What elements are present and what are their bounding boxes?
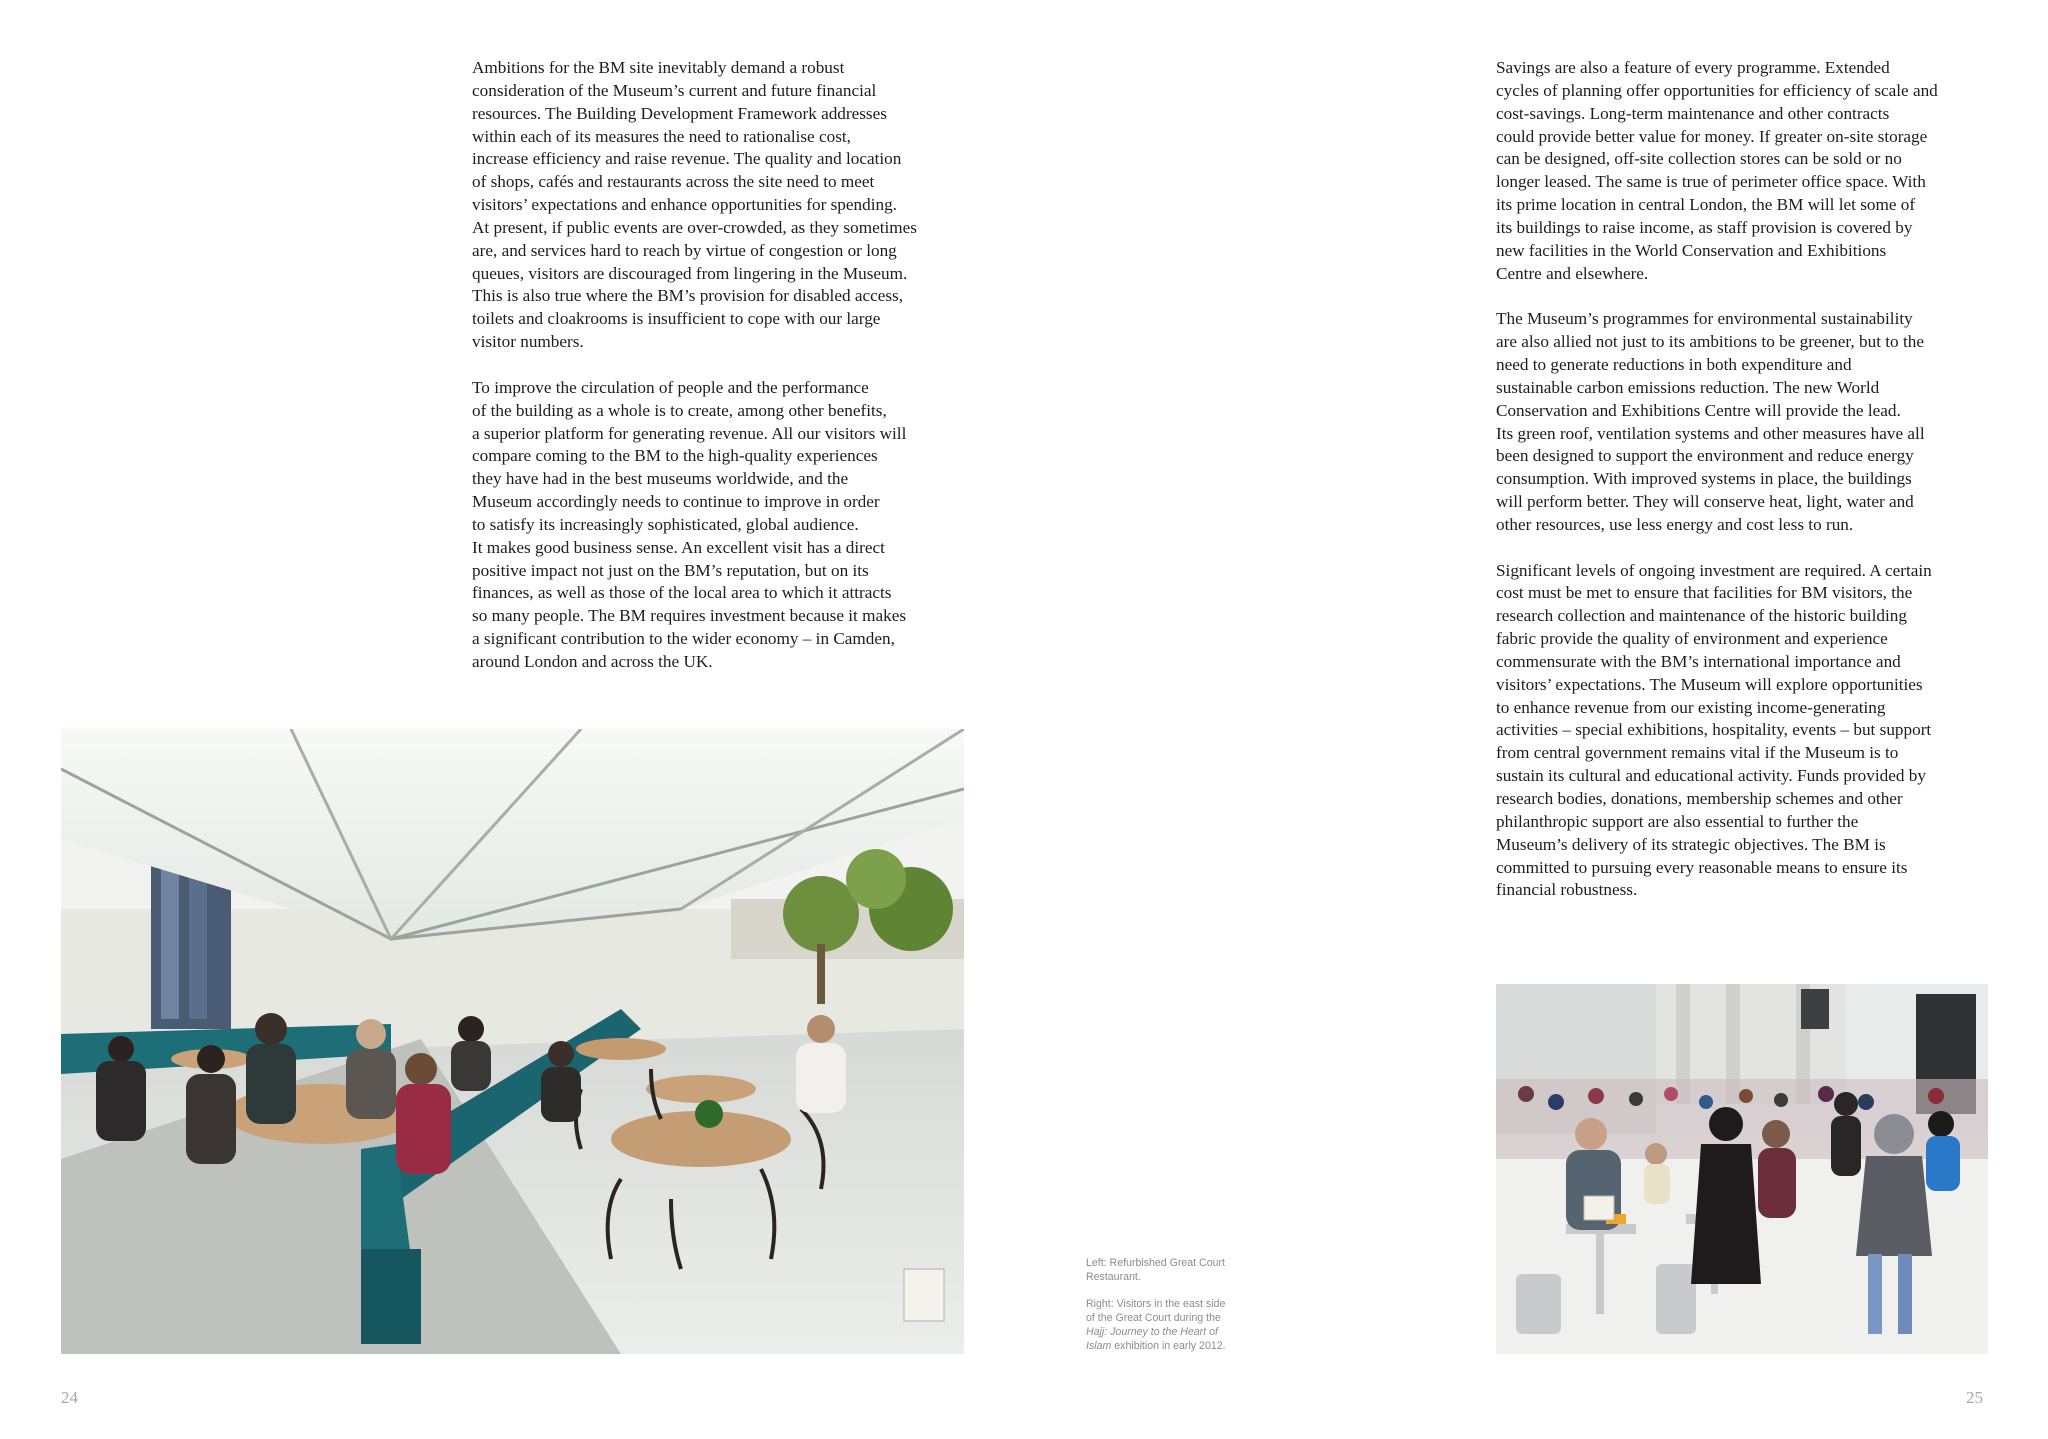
- page-number-left: 24: [61, 1388, 78, 1407]
- caption-right-exhibition-title: Hajj: Journey to the Heart of Islam: [1086, 1326, 1218, 1352]
- left-page-body-text: [472, 57, 972, 697]
- caption-right-prefix: Right: Visitors in the east side of the Great Court during the: [1086, 1298, 1226, 1324]
- left-paragraph-2: To improve the circulation of people and the performance of the building as a whole is to create, among other benefits, a superior platform for generating revenue. All our visitors will compare coming to the BM to the high-quality experiences they have had in the best museums worldwide, and the Museum accordingly needs to continue to improve in order to satisfy its increasingly sophisticated, global audience. It makes good business sense. An excellent visit has a direct positive impact not just on the BM’s reputation, but on its finances, as well as those of the local area to which it attracts so many people. The BM requires investment because it makes a significant contribution to the wider economy – in Camden, around London and across the UK.: [472, 377, 907, 671]
- caption-right-suffix: exhibition in early 2012.: [1111, 1340, 1226, 1352]
- right-paragraph-2: The Museum’s programmes for environmental sustainability are also allied not just to its ambitions to be greener, but to the need to generate reductions in both expenditure and sustainable carbon emissions reduction. The new World Conservation and Exhibitions Centre will provide the lead. Its green roof, ventilation systems and other measures have all been designed to support the environment and reduce energy consumption. With improved systems in place, the buildings will perform better. They will conserve heat, light, water and other resources, use less energy and cost less to run.: [1496, 309, 1925, 534]
- caption-right: [1086, 1297, 1256, 1353]
- page-number-right: 25: [1966, 1388, 1983, 1407]
- caption-right-text: [1086, 1297, 1256, 1353]
- caption-left-text: Left: Refurbished Great Court Restaurant.: [1086, 1257, 1225, 1283]
- right-paragraph-3: Significant levels of ongoing investment are required. A certain cost must be met to ensure that facilities for BM visitors, the research collection and maintenance of the historic building fabric provide the quality of environment and experience commensurate with the BM’s international importance and visitors’ expectations. The Museum will explore opportunities to enhance revenue from our existing income-generating activities – special exhibitions, hospitality, events – but support from central government remains vital if the Museum is to sustain its cultural and educational activity. Funds provided by research bodies, donations, membership schemes and other philanthropic support are also essential to further the Museum’s delivery of its strategic objectives. The BM is committed to pursuing every reasonable means to ensure its financial robustness.: [1496, 560, 1932, 900]
- right-paragraph-1: Savings are also a feature of every programme. Extended cycles of planning offer opportunities for efficiency of scale and cost-savings. Long-term maintenance and other contracts could provide better value for money. If greater on-site storage can be designed, off-site collection stores can be sold or no longer leased. The same is true of perimeter office space. With its prime location in central London, the BM will let some of its buildings to raise income, as staff provision is covered by new facilities in the World Conservation and Exhibitions Centre and elsewhere.: [1496, 58, 1938, 283]
- great-court-visitors-photo: [1496, 984, 1988, 1354]
- caption-left: [1086, 1256, 1256, 1284]
- restaurant-photo: [61, 729, 964, 1354]
- right-page-body-text: [1496, 57, 2016, 925]
- left-paragraph-1: Ambitions for the BM site inevitably demand a robust consideration of the Museum’s current and future financial resources. The Building Development Framework addresses within each of its measures the need to rationalise cost, increase efficiency and raise revenue. The quality and location of shops, cafés and restaurants across the site need to meet visitors’ expectations and enhance opportunities for spending. At present, if public events are over-crowded, as they sometimes are, and services hard to reach by virtue of congestion or long queues, visitors are discouraged from lingering in the Museum. This is also true where the BM’s provision for disabled access, toilets and cloakrooms is insufficient to cope with our large visitor numbers.: [472, 58, 917, 352]
